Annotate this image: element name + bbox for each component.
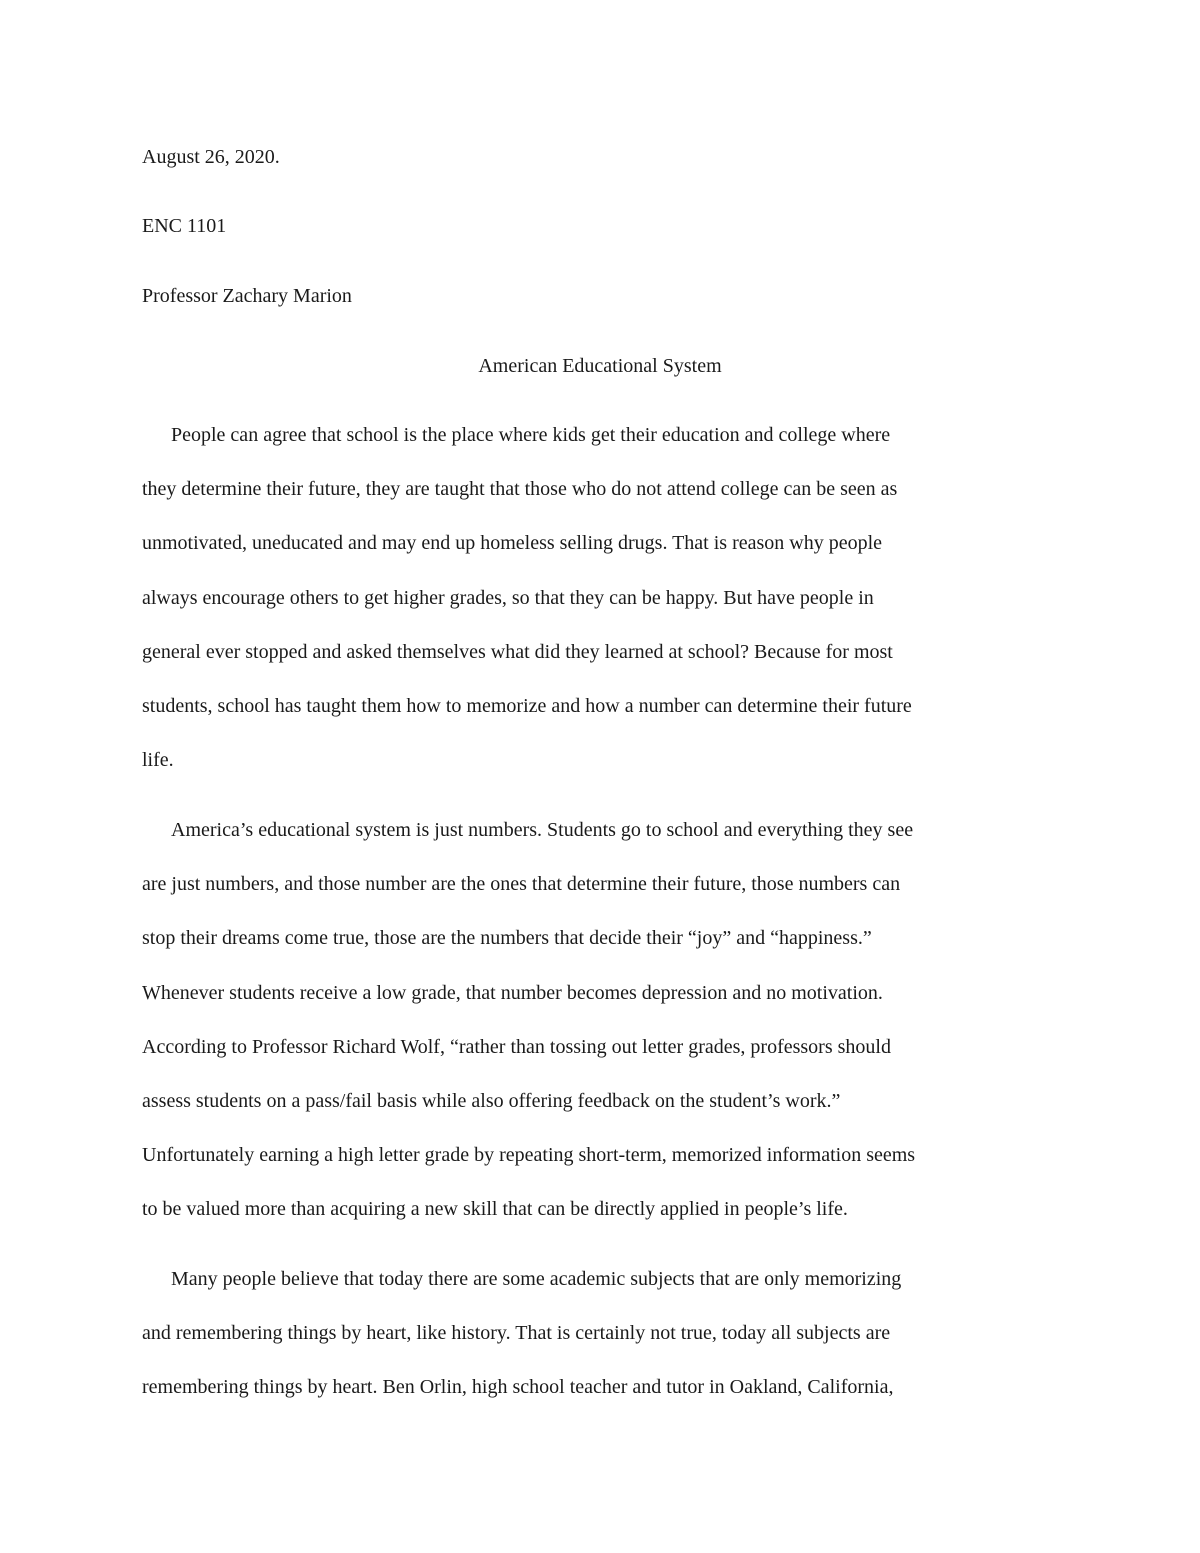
paragraph-line: they determine their future, they are taught that those who do not attend college can be seen as [142, 478, 898, 501]
paragraph-3 [142, 1252, 901, 1415]
paragraph-line: and remembering things by heart, like history. That is certainly not true, today all subjects are [142, 1322, 891, 1345]
paragraph-line: students, school has taught them how to memorize and how a number can determine their future [142, 694, 912, 717]
paragraph-line: Whenever students receive a low grade, that number becomes depression and no motivation. [142, 981, 883, 1004]
paragraph-line: life. [142, 749, 174, 772]
header-course: ENC 1101 [142, 215, 227, 237]
paragraph-line: always encourage others to get higher grades, so that they can be happy. But have people in [142, 586, 874, 609]
paragraph-line: Unfortunately earning a high letter grade by repeating short-term, memorized information seems [142, 1144, 916, 1167]
paragraph-line: remembering things by heart. Ben Orlin, high school teacher and tutor in Oakland, California, [142, 1376, 894, 1399]
paragraph-line: to be valued more than acquiring a new skill that can be directly applied in people’s life. [142, 1198, 848, 1221]
paragraph-line: America’s educational system is just numbers. Students go to school and everything they see [171, 819, 914, 841]
paragraph-line: According to Professor Richard Wolf, “rather than tossing out letter grades, professors should [142, 1035, 891, 1058]
paragraph-2 [142, 803, 915, 1237]
paragraph-line: People can agree that school is the place where kids get their education and college where [171, 424, 891, 446]
paragraph-line: stop their dreams come true, those are the numbers that decide their “joy” and “happiness.” [142, 927, 872, 950]
paragraph-line: Many people believe that today there are some academic subjects that are only memorizing [171, 1268, 902, 1290]
paragraph-line: assess students on a pass/fail basis while also offering feedback on the student’s work.” [142, 1089, 841, 1112]
paragraph-line: general ever stopped and asked themselves what did they learned at school? Because for most [142, 640, 893, 663]
paragraph-line: are just numbers, and those number are the ones that determine their future, those numbers can [142, 873, 901, 896]
document-title: American Educational System [478, 355, 722, 377]
header-date: August 26, 2020. [142, 146, 280, 168]
header-professor: Professor Zachary Marion [142, 285, 352, 307]
paragraph-line: unmotivated, uneducated and may end up homeless selling drugs. That is reason why people [142, 532, 883, 555]
paragraph-1 [142, 408, 912, 787]
